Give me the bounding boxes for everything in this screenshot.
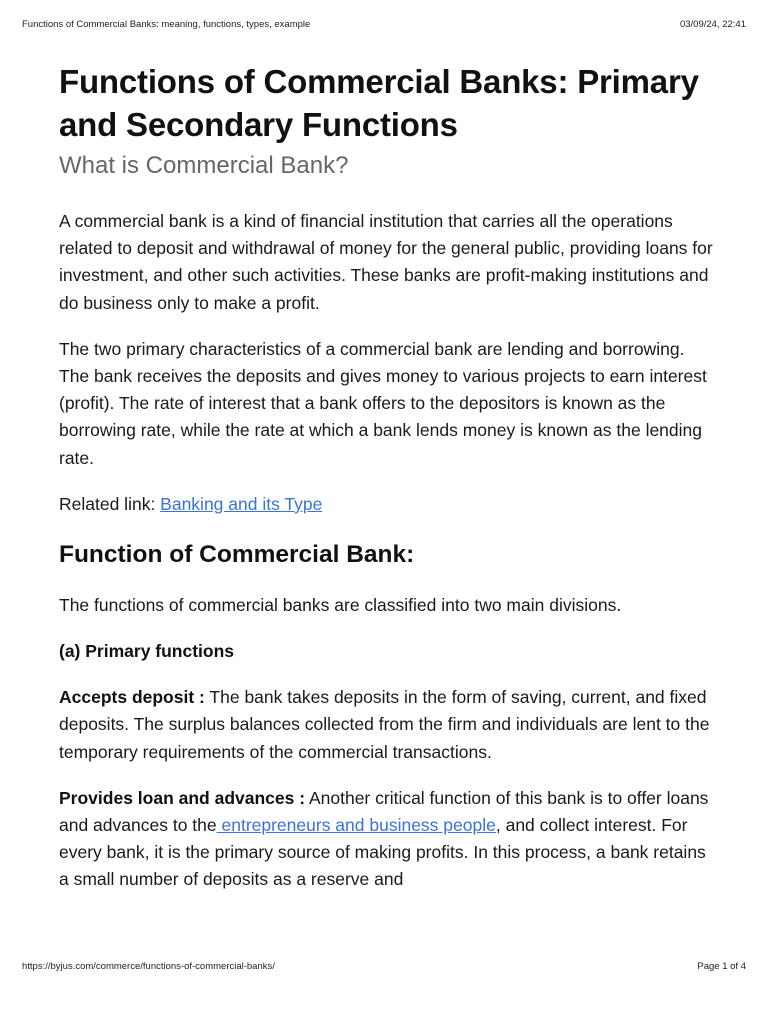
- entrepreneurs-link[interactable]: entrepreneurs and business people: [216, 815, 496, 836]
- accepts-deposit-term: Accepts deposit :: [59, 687, 205, 708]
- page-title: Functions of Commercial Banks: Primary and Secondary Functions: [59, 63, 699, 143]
- banking-types-link[interactable]: Banking and its Type: [160, 493, 323, 514]
- loans-paragraph: [59, 785, 719, 894]
- section-heading: Function of Commercial Bank:: [59, 541, 415, 569]
- related-link-label: Related link:: [59, 493, 161, 514]
- loans-text-start: Another critical function of this bank is to offer loans and advances to the: [59, 787, 709, 836]
- primary-functions-heading: (a) Primary functions: [59, 641, 235, 662]
- loans-text-end: , and collect interest. For every bank, it is the primary source of making profits. In this process, a bank retains a small number of deposits as a reserve and: [59, 815, 706, 890]
- characteristics-paragraph: The two primary characteristics of a commercial bank are lending and borrowing. The bank receives the deposits and gives money to various projects to earn interest (profit). The rate of interest that a bank offers to the depositors is known as the borrowing rate, while the rate at which a bank lends money is known as the lending rate.: [59, 338, 707, 468]
- print-footer-page: Page 1 of 4: [697, 961, 746, 972]
- page-subtitle: What is Commercial Bank?: [59, 152, 349, 179]
- accepts-deposit-text: The bank takes deposits in the form of saving, current, and fixed deposits. The surplus balances collected from the firm and individuals are lent to the temporary requirements of the commercial transactions.: [59, 687, 710, 762]
- related-link-line: [59, 491, 719, 518]
- print-footer-url: https://byjus.com/commerce/functions-of-commercial-banks/: [22, 961, 275, 972]
- intro-paragraph: A commercial bank is a kind of financial institution that carries all the operations related to deposit and withdrawal of money for the general public, providing loans for investment, and other such activities. These banks are profit-making institutions and do business only to make a profit.: [59, 211, 713, 313]
- print-header-title: Functions of Commercial Banks: meaning, functions, types, example: [22, 19, 311, 30]
- divisions-paragraph: The functions of commercial banks are classified into two main divisions.: [59, 595, 622, 616]
- print-header-datetime: 03/09/24, 22:41: [679, 19, 746, 30]
- print-footer: [22, 961, 746, 975]
- print-header: [22, 19, 746, 33]
- loans-term: Provides loan and advances :: [59, 787, 306, 808]
- article-content: [59, 60, 719, 894]
- accepts-deposit-paragraph: [59, 684, 719, 766]
